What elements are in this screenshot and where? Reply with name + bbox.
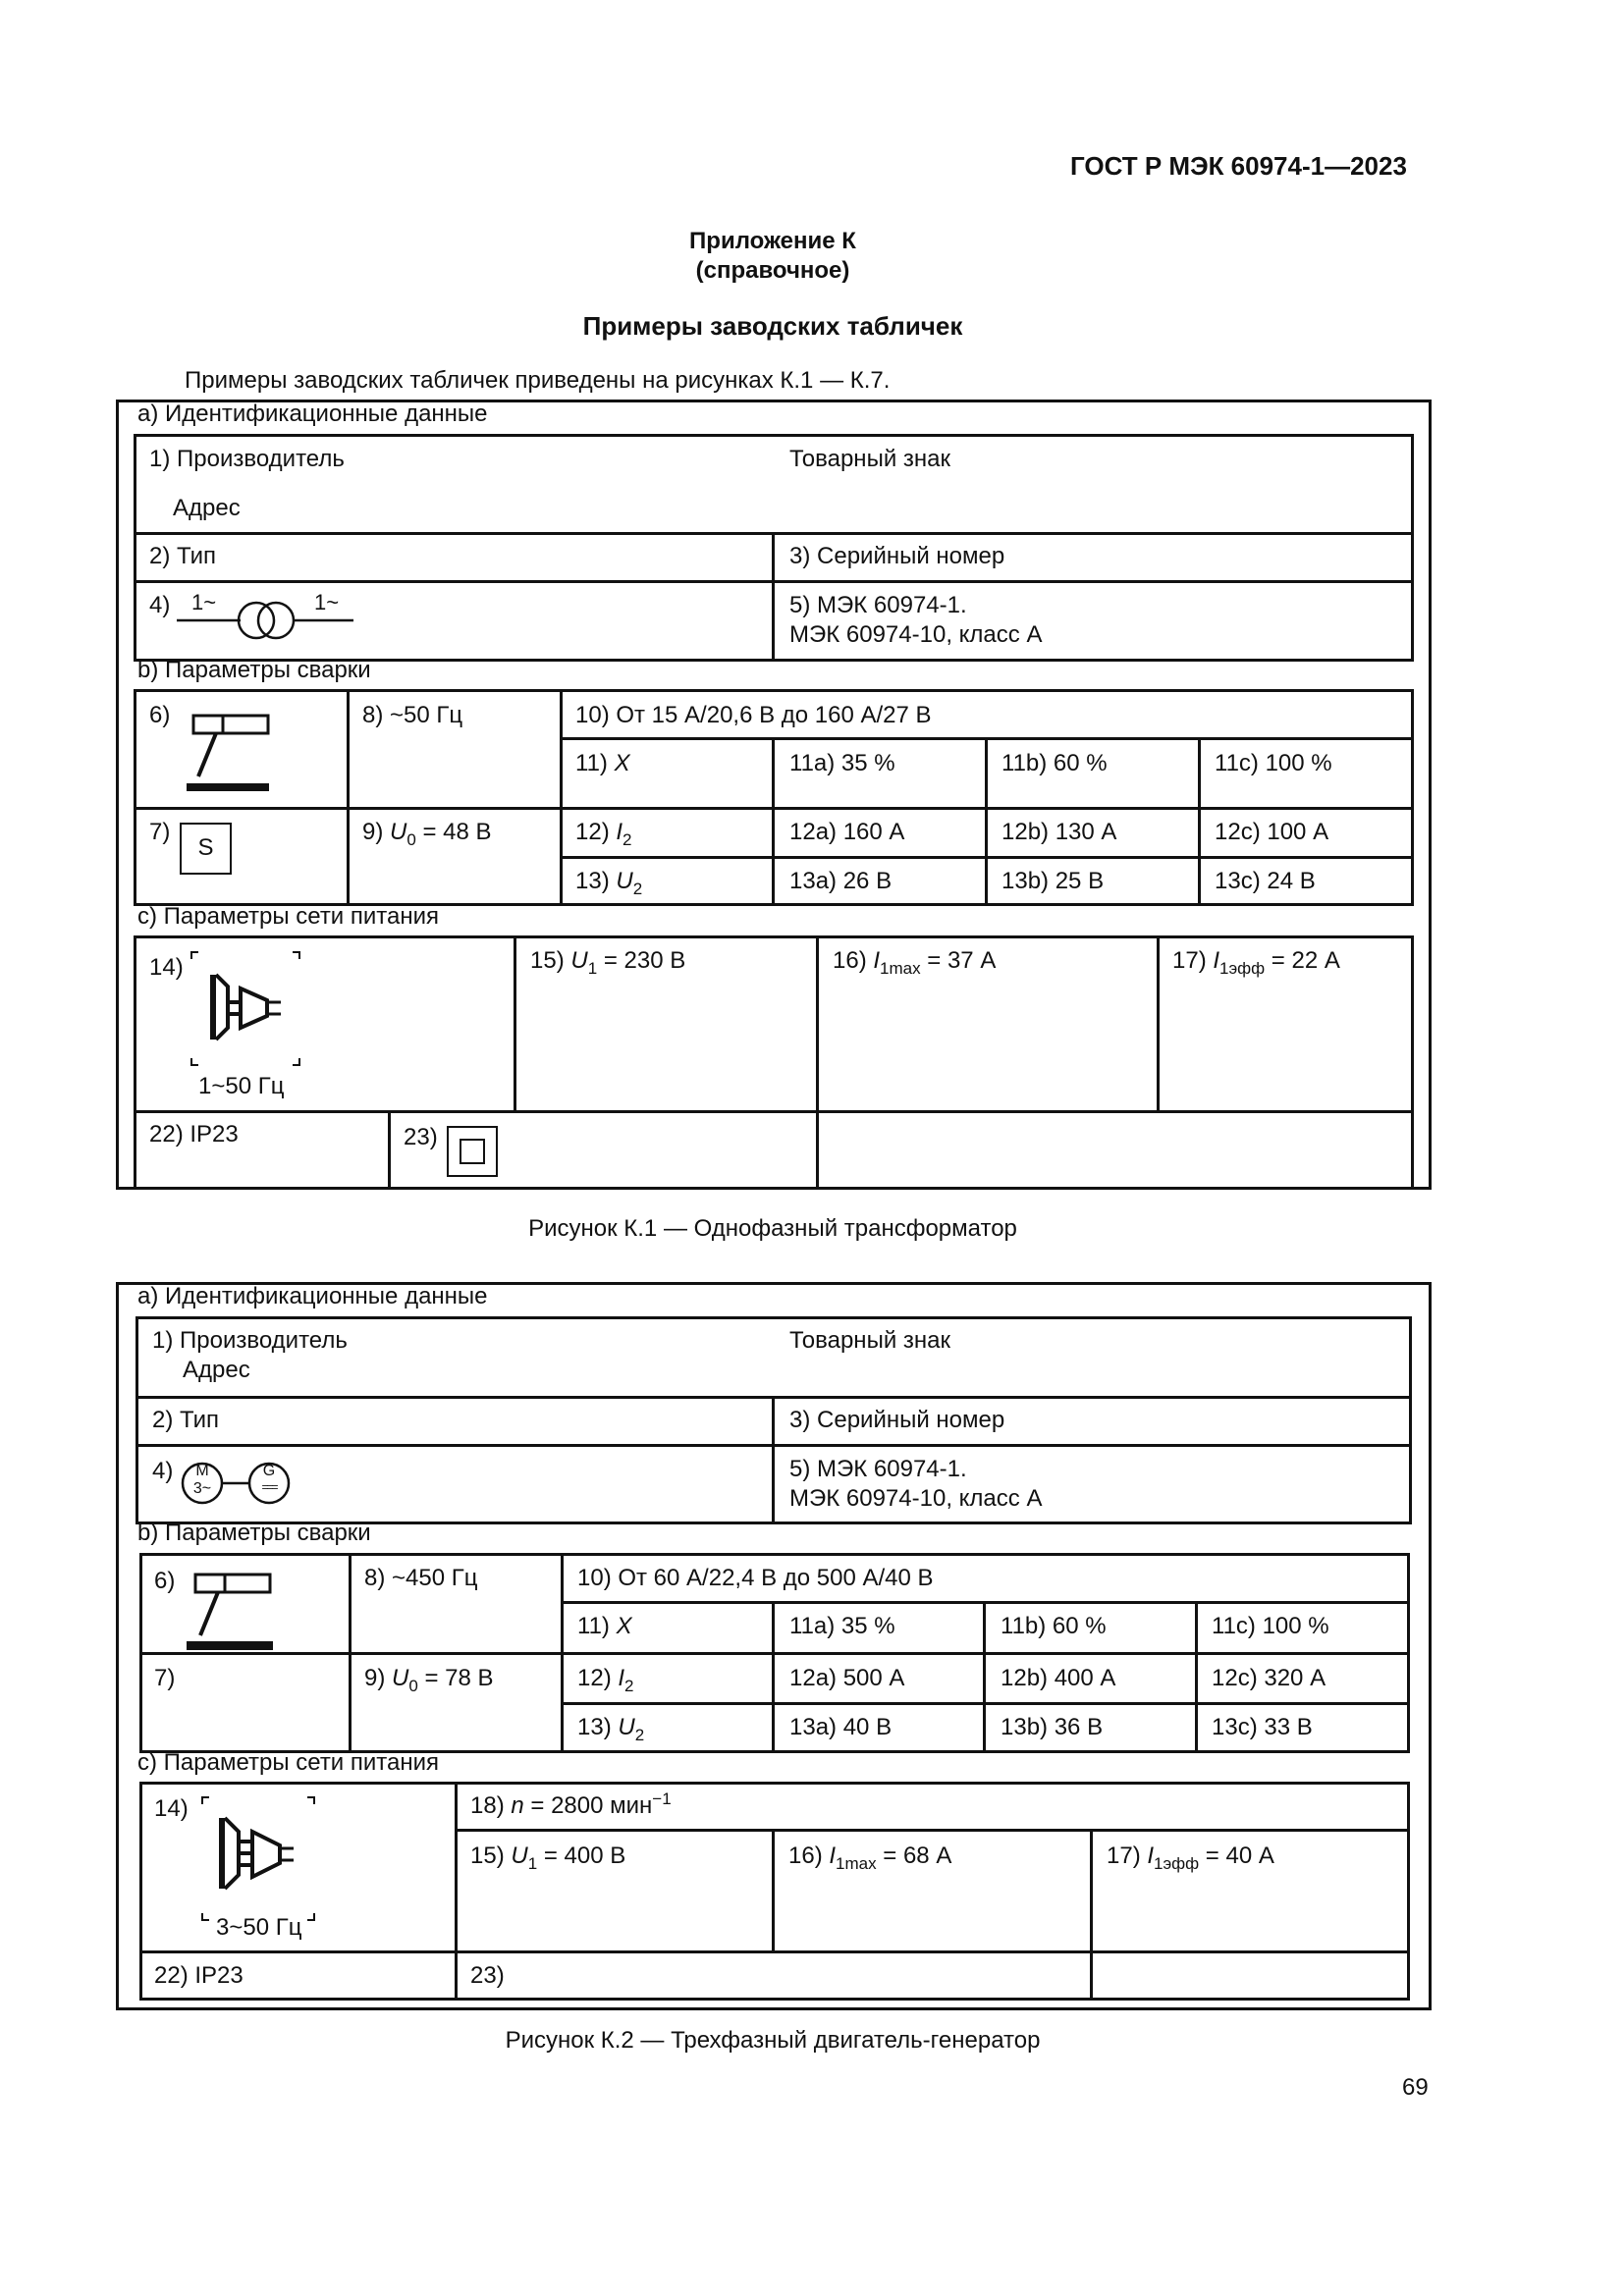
fig1-duty-cycle-b: 11b) 60 %: [1001, 750, 1108, 776]
fig2-address: Адрес: [183, 1357, 250, 1383]
fig1-item6-label: 6): [149, 702, 171, 728]
welding-process-icon: [187, 1571, 285, 1654]
fig1-supply-voltage: 15) $U_1 = 230$ В: [530, 947, 686, 978]
fig2-supply-voltage: 15) $U_1 = 400$ В: [470, 1842, 626, 1873]
fig1-section-c-label: c) Параметры сети питания: [137, 903, 440, 930]
fig2-standard-line1: 5) МЭК 60974-1.: [789, 1456, 967, 1482]
fig2-current-a: 12a) 500 А: [789, 1665, 905, 1691]
fig2-trademark: Товарный знак: [789, 1327, 950, 1354]
fig2-section-b-label: b) Параметры сварки: [137, 1520, 371, 1546]
fig1-voltage-a: 13a) 26 В: [789, 868, 893, 894]
page-number: 69: [1402, 2074, 1429, 2101]
intro-paragraph: Примеры заводских табличек приведены на рисунках К.1 — К.7.: [185, 367, 891, 394]
fig2-current-b: 12b) 400 А: [1001, 1665, 1116, 1691]
fig1-duty-cycle-c: 11c) 100 %: [1215, 750, 1332, 776]
fig1-current-b: 12b) 130 А: [1001, 819, 1117, 845]
fig1-manufacturer: 1) Производитель: [149, 446, 345, 472]
fig1-mains-frequency: 1~50 Гц: [198, 1073, 285, 1099]
fig2-voltage-b: 13b) 36 В: [1001, 1714, 1104, 1740]
fig2-duty-cycle-a: 11a) 35 %: [789, 1613, 895, 1639]
fig2-max-supply-current: 16) $I_{1max} = 68$ А: [788, 1842, 952, 1873]
fig1-eff-supply-current: 17) $I_{1эфф} = 22$ А: [1172, 947, 1340, 978]
double-insulation-inner: [460, 1139, 485, 1164]
fig1-voltage-c: 13c) 24 В: [1215, 868, 1316, 894]
fig1-voltage-label: 13) $U_2$: [575, 868, 643, 898]
fig1-item7-label: 7): [149, 819, 171, 845]
fig2-motor-phase: 3~: [192, 1480, 212, 1497]
fig1-voltage-b: 13b) 25 В: [1001, 868, 1105, 894]
mains-plug-icon: [187, 947, 314, 1075]
fig1-current-label: 12) $I_2$: [575, 819, 632, 849]
fig2-item4-label: 4): [152, 1458, 174, 1484]
fig1-duty-cycle-label: 11) X: [575, 750, 630, 776]
fig1-s-letter: S: [197, 834, 214, 861]
fig1-section-a-label: a) Идентификационные данные: [137, 400, 488, 427]
fig2-frequency: 8) ~450 Гц: [364, 1565, 478, 1591]
fig2-item14-label: 14): [154, 1795, 189, 1822]
fig1-current-a: 12a) 160 А: [789, 819, 905, 845]
fig1-caption: Рисунок К.1 — Однофазный трансформатор: [528, 1215, 1017, 1242]
fig2-item6-label: 6): [154, 1568, 176, 1594]
fig2-section-c-label: c) Параметры сети питания: [137, 1749, 440, 1776]
fig2-table-c: [139, 1782, 1410, 2001]
fig1-item4-label: 4): [149, 592, 171, 618]
fig2-mains-frequency: 3~50 Гц: [216, 1914, 302, 1941]
fig2-speed: 18) n = 2800 мин$^{-1}$: [470, 1789, 672, 1819]
doc-code: ГОСТ Р МЭК 60974-1—2023: [1070, 151, 1407, 181]
fig2-section-a-label: a) Идентификационные данные: [137, 1283, 488, 1309]
fig2-manufacturer: 1) Производитель: [152, 1327, 348, 1354]
fig2-caption: Рисунок К.2 — Трехфазный двигатель-генератор: [505, 2027, 1041, 2054]
mains-plug-icon: [199, 1792, 327, 1930]
fig1-current-range: 10) От 15 А/20,6 В до 160 А/27 В: [575, 702, 932, 728]
fig1-trademark: Товарный знак: [789, 446, 950, 472]
fig1-max-supply-current: 16) $I_{1max} = 37$ А: [833, 947, 997, 978]
fig2-current-c: 12c) 320 А: [1212, 1665, 1326, 1691]
fig2-no-load-voltage: 9) $U_0 = 78$ В: [364, 1665, 494, 1695]
fig2-generator-letter: G: [262, 1463, 276, 1479]
fig1-section-b-label: b) Параметры сварки: [137, 657, 371, 683]
fig1-transformer-phase-in: 1~: [191, 590, 217, 614]
fig2-eff-supply-current: 17) $I_{1эфф} = 40$ А: [1107, 1842, 1274, 1873]
fig1-duty-cycle-a: 11a) 35 %: [789, 750, 895, 776]
fig1-ip-rating: 22) IP23: [149, 1121, 239, 1148]
fig2-item7-label: 7): [154, 1665, 176, 1691]
fig2-generator-dc: ===: [261, 1480, 277, 1494]
fig2-duty-cycle-label: 11) X: [577, 1613, 632, 1639]
fig2-duty-cycle-b: 11b) 60 %: [1001, 1613, 1107, 1639]
fig2-serial: 3) Серийный номер: [789, 1407, 1005, 1433]
fig2-duty-cycle-c: 11c) 100 %: [1212, 1613, 1329, 1639]
fig1-frequency: 8) ~50 Гц: [362, 702, 463, 728]
appendix-title: Приложение К: [689, 228, 856, 254]
fig1-item23-label: 23): [404, 1124, 438, 1150]
fig1-address: Адрес: [173, 495, 241, 521]
fig2-item23-label: 23): [470, 1962, 505, 1989]
fig1-item14-label: 14): [149, 954, 184, 981]
fig1-type: 2) Тип: [149, 543, 217, 569]
appendix-subtitle: (справочное): [695, 257, 850, 284]
appendix-heading: Примеры заводских табличек: [582, 311, 963, 341]
fig2-ip-rating: 22) IP23: [154, 1962, 244, 1989]
fig2-voltage-a: 13a) 40 В: [789, 1714, 893, 1740]
fig2-motor-letter: M: [195, 1463, 209, 1479]
fig1-transformer-phase-out: 1~: [314, 590, 340, 614]
transformer-icon: [177, 594, 353, 643]
fig1-standard-line2: МЭК 60974-10, класс А: [789, 621, 1043, 648]
fig1-no-load-voltage: 9) $U_0 = 48$ В: [362, 819, 492, 849]
fig2-current-label: 12) $I_2$: [577, 1665, 634, 1695]
welding-process-icon: [187, 712, 285, 795]
fig2-voltage-label: 13) $U_2$: [577, 1714, 645, 1744]
fig2-type: 2) Тип: [152, 1407, 220, 1433]
fig2-voltage-c: 13c) 33 В: [1212, 1714, 1313, 1740]
fig1-serial: 3) Серийный номер: [789, 543, 1005, 569]
fig2-standard-line2: МЭК 60974-10, класс А: [789, 1485, 1043, 1512]
fig1-standard-line1: 5) МЭК 60974-1.: [789, 592, 967, 618]
fig1-current-c: 12c) 100 А: [1215, 819, 1329, 845]
fig2-current-range: 10) От 60 А/22,4 В до 500 А/40 В: [577, 1565, 934, 1591]
